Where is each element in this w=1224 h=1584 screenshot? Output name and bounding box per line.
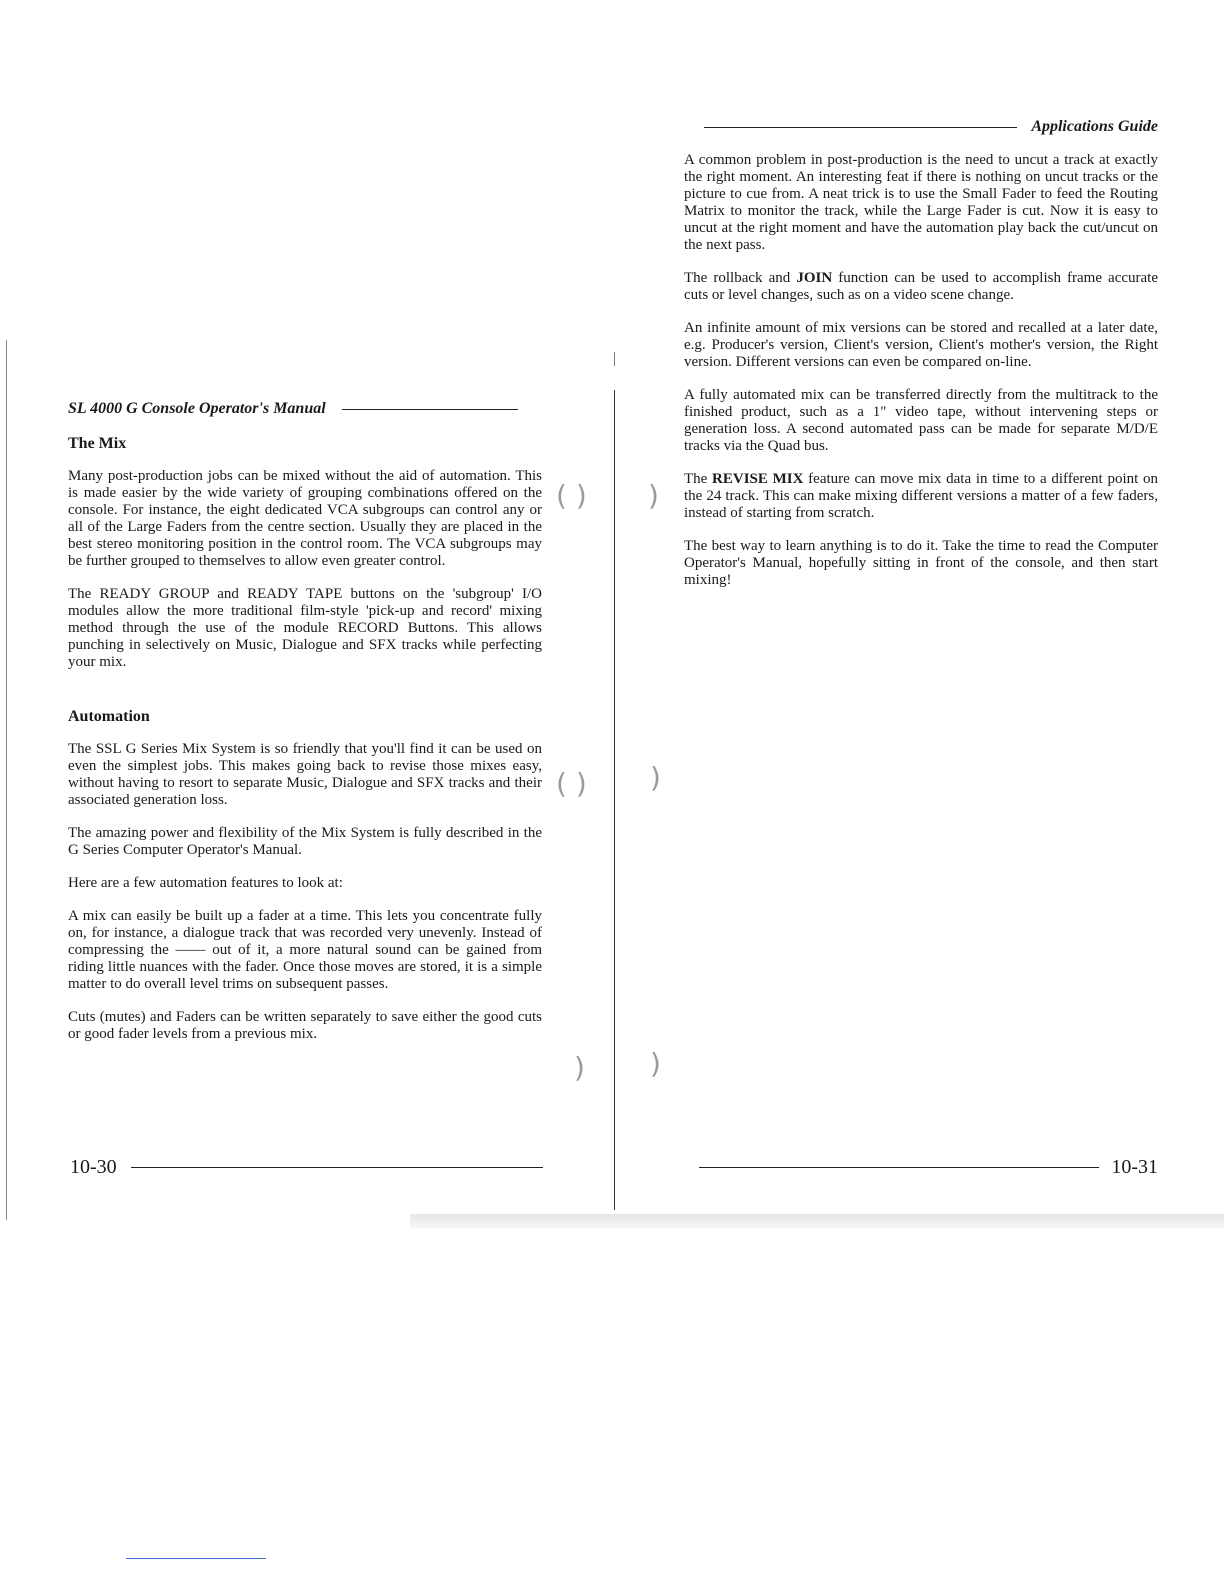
text-run: feature can move mix data in time to a different point on the 24 track. This can make mixing different versions a matter of a few faders, instead of starting from scratch. — [684, 471, 1158, 521]
bold-term: JOIN — [796, 270, 833, 286]
binder-hole-mark: ) — [650, 761, 661, 794]
right-column — [684, 152, 1158, 605]
text-run: The rollback and — [684, 270, 797, 286]
section-heading-the-mix: The Mix — [68, 435, 127, 452]
page-number: 10-30 — [70, 1156, 117, 1178]
head-rule — [704, 127, 1017, 128]
text-run: A common problem in post-production is the need to uncut a track at exactly the right moment. An interesting feat if there is nothing on uncut tracks or the picture to cue from. A neat trick is to use the Small Fader to feed the Routing Matrix to monitor the track, while the Large Fader is cut. Now it is easy to uncut at the right moment and have the automation play back the cut/uncut on the next pass. — [684, 152, 1158, 253]
text-run: function can be used to accomplish frame accurate cuts or level changes, such as on a video scene change. — [684, 270, 1158, 303]
head-rule — [342, 409, 518, 410]
text-run: The best way to learn anything is to do it. Take the time to read the Computer Operator's Manual, hopefully sitting in front of the console, and then start mixing! — [684, 538, 1158, 588]
paragraph: Cuts (mutes) and Faders can be written separately to save either the good cuts or good fader levels from a previous mix. — [68, 1009, 542, 1042]
left-column — [68, 434, 542, 1059]
footer-rule — [699, 1167, 1099, 1168]
paragraph — [684, 270, 1158, 304]
text-run: The — [684, 471, 713, 487]
bold-term: REVISE MIX — [712, 471, 804, 487]
section-heading-automation: Automation — [68, 708, 150, 725]
paragraph — [684, 320, 1158, 371]
page-number: 10-31 — [1111, 1156, 1158, 1178]
page-footer — [690, 1156, 1158, 1179]
binder-hole-mark: ( ) — [556, 479, 587, 512]
paragraph — [684, 471, 1158, 522]
running-head — [68, 400, 543, 418]
paragraph — [684, 387, 1158, 455]
paragraph: A mix can easily be built up a fader at a time. This lets you concentrate fully on, for instance, a dialogue track that was recorded very unevenly. Instead of compressing the —— out of it, a more natural sound can be gained from riding little nuances with the fader. Once those moves are stored, it is a simple matter to do overall level trims on subsequent passes. — [68, 908, 542, 992]
paragraph: Many post-production jobs can be mixed without the aid of automation. This is made easier by the wide variety of grouping combinations offered on the console. For instance, the eight dedicated VCA subgroups can control any or all of the Large Faders from the centre section. Usually they are placed in the best stereo monitoring position in the control room. The VCA subgroups may be further grouped to themselves to allow even greater control. — [68, 468, 542, 569]
binder-hole-mark: ) — [648, 479, 659, 512]
running-head — [688, 118, 1158, 136]
paragraph: The SSL G Series Mix System is so friendly that you'll find it can be used on even the simplest jobs. This makes going back to revise those mixes easy, without having to resort to separate Music, Dialogue and SFX tracks and their associated generation loss. — [68, 741, 542, 808]
right-page — [612, 0, 1224, 1584]
binder-hole-mark: ) — [574, 1051, 585, 1084]
paragraph — [684, 152, 1158, 254]
footer-rule — [131, 1167, 543, 1168]
text-run: A fully automated mix can be transferred directly from the multitrack to the finished product, such as a 1" video tape, without intervening steps or generation loss. A second automated pass can be made for separate M/D/E tracks via the Quad bus. — [684, 387, 1158, 454]
paragraph: The amazing power and flexibility of the Mix System is fully described in the G Series Computer Operator's Manual. — [68, 825, 542, 858]
text-run: An infinite amount of mix versions can be stored and recalled at a later date, e.g. Producer's version, Client's version, Client's mother's version, the Right version. Different versions can even be compared on-line. — [684, 320, 1158, 370]
paragraph: Here are a few automation features to look at: — [68, 875, 343, 891]
binder-hole-mark: ) — [650, 1047, 661, 1080]
paragraph — [684, 538, 1158, 589]
running-head-title: Applications Guide — [1031, 118, 1158, 135]
running-head-title: SL 4000 G Console Operator's Manual — [68, 400, 326, 417]
paragraph: The READY GROUP and READY TAPE buttons on the 'subgroup' I/O modules allow the more traditional film-style 'pick-up and record' mixing method through the use of the module RECORD Buttons. This allows punching in selectively on Music, Dialogue and SFX tracks while perfecting your mix. — [68, 586, 542, 670]
binder-hole-mark: ( ) — [556, 767, 587, 800]
page-footer — [70, 1156, 543, 1179]
